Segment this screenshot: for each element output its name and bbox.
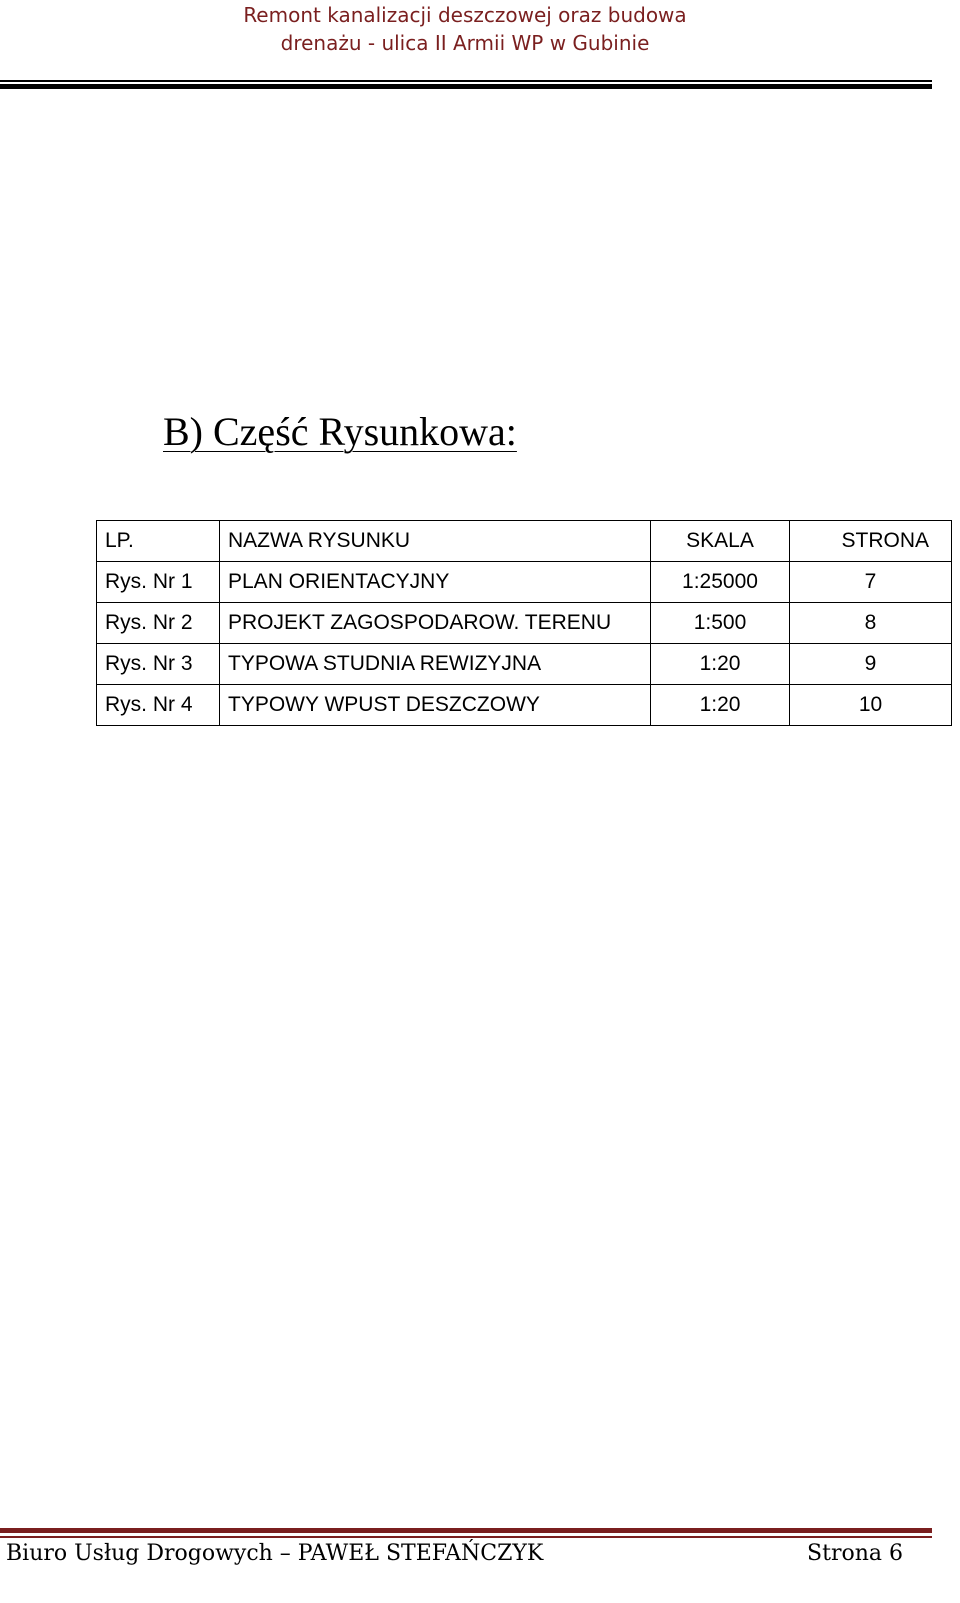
header-cell-name: NAZWA RYSUNKU [220, 521, 651, 562]
footer-company: Biuro Usług Drogowych – PAWEŁ STEFAŃCZYK [6, 1541, 544, 1566]
cell-lp: Rys. Nr 1 [97, 562, 220, 603]
header-cell-lp: LP. [97, 521, 220, 562]
cell-scale: 1:25000 [651, 562, 790, 603]
cell-lp: Rys. Nr 4 [97, 685, 220, 726]
header-divider-thin [0, 80, 932, 82]
cell-name: TYPOWA STUDNIA REWIZYJNA [220, 644, 651, 685]
header-title-line-2: drenażu - ulica II Armii WP w Gubinie [280, 31, 650, 55]
footer-page-number: Strona 6 [807, 1541, 903, 1566]
cell-lp: Rys. Nr 3 [97, 644, 220, 685]
header-cell-page: STRONA [790, 521, 952, 562]
table-row [97, 603, 952, 644]
table-row [97, 685, 952, 726]
header-title-line-1: Remont kanalizacji deszczowej oraz budowa [243, 3, 687, 27]
cell-page: 8 [790, 603, 952, 644]
table-row [97, 644, 952, 685]
cell-scale: 1:20 [651, 644, 790, 685]
cell-scale: 1:20 [651, 685, 790, 726]
cell-name: PLAN ORIENTACYJNY [220, 562, 651, 603]
table-row [97, 562, 952, 603]
header-divider-thick [0, 84, 932, 89]
cell-lp: Rys. Nr 2 [97, 603, 220, 644]
cell-page: 10 [790, 685, 952, 726]
footer-divider-thick [0, 1528, 932, 1533]
page-header [0, 0, 930, 57]
section-title: B) Część Rysunkowa: [163, 409, 517, 454]
cell-page: 9 [790, 644, 952, 685]
table-header-row [97, 521, 952, 562]
drawings-table [96, 520, 952, 726]
header-cell-scale: SKALA [651, 521, 790, 562]
cell-page: 7 [790, 562, 952, 603]
cell-name: TYPOWY WPUST DESZCZOWY [220, 685, 651, 726]
cell-scale: 1:500 [651, 603, 790, 644]
cell-name: PROJEKT ZAGOSPODAROW. TERENU [220, 603, 651, 644]
